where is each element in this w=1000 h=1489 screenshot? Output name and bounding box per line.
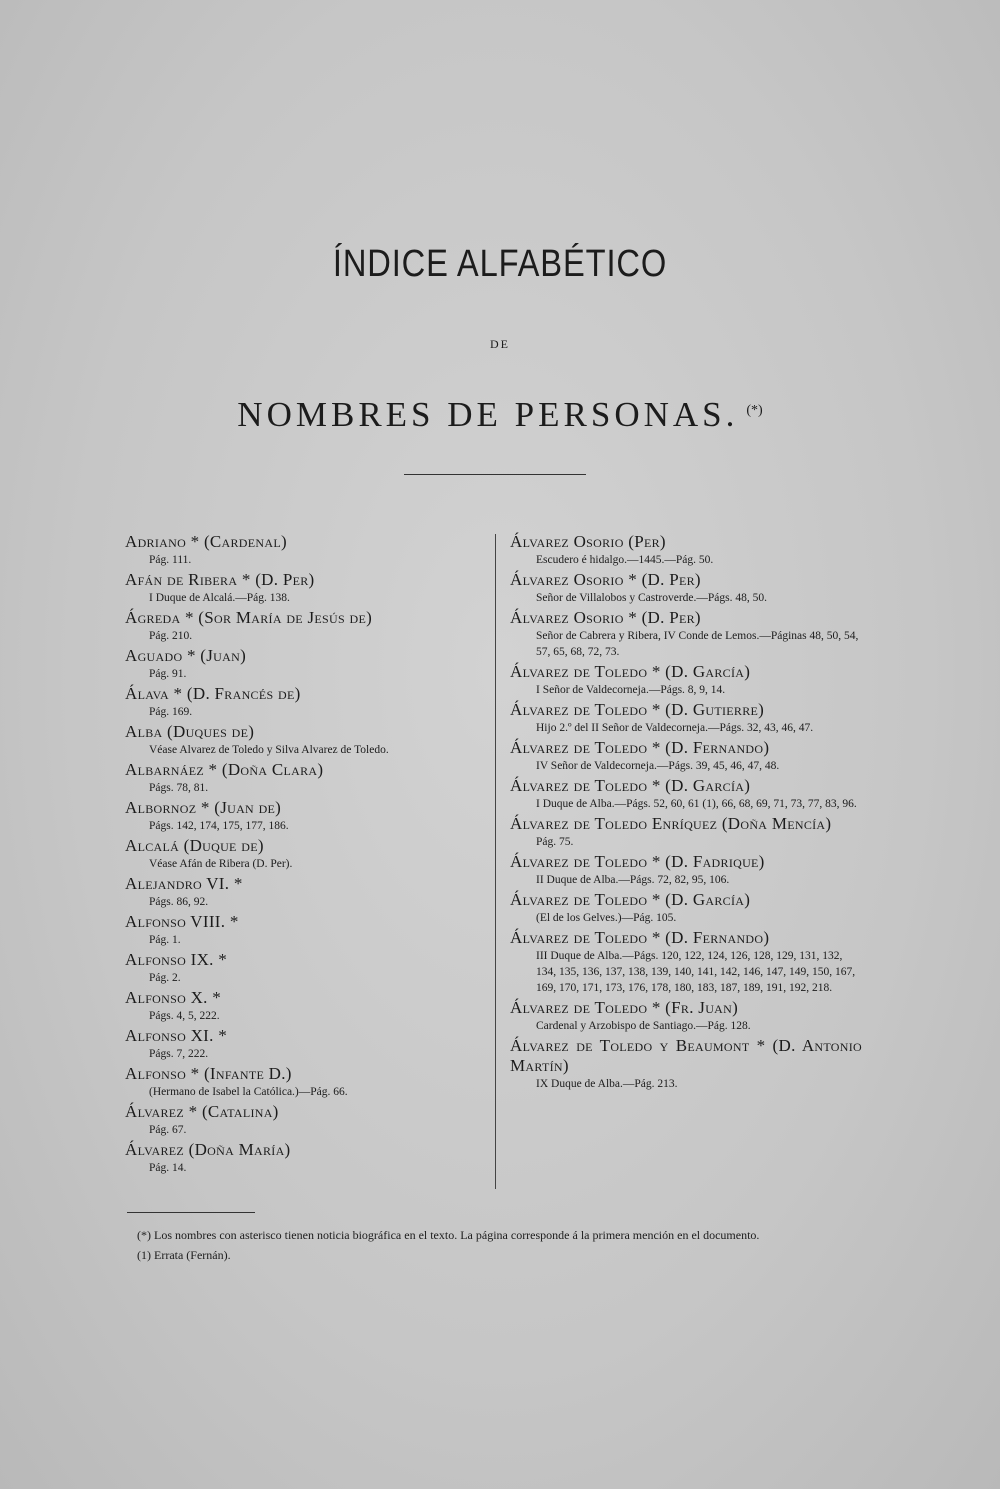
footnote-asterisk: (*) Los nombres con asterisco tienen noticia biográfica en el texto. La página corresponde á la primera mención en el documento. — [137, 1228, 760, 1242]
left-index-entry — [125, 684, 485, 720]
entry-name: Ágreda * (Sor María de Jesús de) — [125, 608, 373, 627]
entry-detail: IX Duque de Alba.—Pág. 213. — [536, 1078, 678, 1090]
right-column — [510, 532, 862, 1094]
entry-detail: I Duque de Alba.—Págs. 52, 60, 61 (1), 66, 68, 69, 71, 73, 77, 83, 96. — [536, 798, 857, 810]
right-index-entry — [510, 532, 862, 568]
entry-name: Álvarez de Toledo Enríquez (Doña Mencía) — [510, 814, 832, 833]
index-subtitle — [0, 395, 1000, 435]
entry-name: Alfonso VIII. * — [125, 912, 239, 931]
right-index-entry — [510, 608, 862, 660]
entry-detail: Pág. 2. — [149, 972, 181, 984]
entry-detail: Pág. 111. — [149, 554, 192, 566]
entry-name: Afán de Ribera * (D. Per) — [125, 570, 315, 589]
entry-name: Alfonso * (Infante D.) — [125, 1064, 292, 1083]
entry-detail: Págs. 142, 174, 175, 177, 186. — [149, 820, 289, 832]
entry-name: Aguado * (Juan) — [125, 646, 247, 665]
left-index-entry — [125, 570, 485, 606]
left-index-entry — [125, 532, 485, 568]
entry-name: Alejandro VI. * — [125, 874, 243, 893]
entry-name: Alba (Duques de) — [125, 722, 255, 741]
entry-name: Alfonso XI. * — [125, 1026, 228, 1045]
right-index-entry — [510, 662, 862, 698]
column-divider — [495, 534, 496, 1189]
right-index-entry — [510, 852, 862, 888]
entry-name: Álvarez (Doña María) — [125, 1140, 291, 1159]
entry-name: Alfonso X. * — [125, 988, 222, 1007]
footnote-one: (1) Errata (Fernán). — [137, 1248, 231, 1262]
entry-name: Álvarez de Toledo * (D. García) — [510, 776, 751, 795]
entry-detail: Pág. 14. — [149, 1162, 187, 1174]
left-index-entry — [125, 798, 485, 834]
entry-name: Álvarez Osorio * (D. Per) — [510, 608, 701, 627]
left-index-entry — [125, 722, 485, 758]
right-index-entry — [510, 570, 862, 606]
entry-detail: II Duque de Alba.—Págs. 72, 82, 95, 106. — [536, 874, 730, 886]
subtitle-footnote-mark: (*) — [746, 403, 763, 418]
entry-detail: Pág. 75. — [536, 836, 574, 848]
right-index-entry — [510, 928, 862, 996]
left-index-entry — [125, 1140, 485, 1176]
entry-detail: Págs. 4, 5, 222. — [149, 1010, 220, 1022]
title-connector: DE — [490, 337, 510, 351]
left-index-entry — [125, 760, 485, 796]
left-index-entry — [125, 950, 485, 986]
entry-name: Álvarez Osorio * (D. Per) — [510, 570, 701, 589]
entry-detail: Pág. 210. — [149, 630, 193, 642]
left-index-entry — [125, 1064, 485, 1100]
left-index-entry — [125, 608, 485, 644]
entry-name: Álvarez de Toledo * (D. Fernando) — [510, 738, 770, 757]
entry-detail: Cardenal y Arzobispo de Santiago.—Pág. 128. — [536, 1020, 751, 1032]
footnotes — [125, 1227, 865, 1263]
entry-name: Albarnáez * (Doña Clara) — [125, 760, 324, 779]
entry-name: Alcalá (Duque de) — [125, 836, 264, 855]
left-index-entry — [125, 646, 485, 682]
entry-name: Álvarez de Toledo * (D. García) — [510, 662, 751, 681]
entry-name: Adriano * (Cardenal) — [125, 532, 287, 551]
footnote-rule — [127, 1212, 255, 1213]
right-index-entry — [510, 700, 862, 736]
entry-name: Álvarez de Toledo y Beaumont * (D. Antonio Martín) — [510, 1036, 862, 1075]
left-index-entry — [125, 1026, 485, 1062]
entry-detail: Págs. 86, 92. — [149, 896, 209, 908]
right-index-entry — [510, 776, 862, 812]
left-index-entry — [125, 874, 485, 910]
entry-detail: Escudero é hidalgo.—1445.—Pág. 50. — [536, 554, 714, 566]
index-title: ÍNDICE ALFABÉTICO — [332, 243, 668, 285]
left-index-entry — [125, 836, 485, 872]
left-column — [125, 532, 485, 1178]
entry-detail: Págs. 7, 222. — [149, 1048, 209, 1060]
entry-detail: Señor de Cabrera y Ribera, IV Conde de Lemos.—Páginas 48, 50, 54, 57, 65, 68, 72, 73. — [536, 630, 859, 658]
entry-detail: Pág. 67. — [149, 1124, 187, 1136]
entry-detail: (Hermano de Isabel la Católica.)—Pág. 66. — [149, 1086, 348, 1098]
entry-detail: IV Señor de Valdecorneja.—Págs. 39, 45, 46, 47, 48. — [536, 760, 780, 772]
right-index-entry — [510, 998, 862, 1034]
entry-name: Álava * (D. Francés de) — [125, 684, 301, 703]
entry-name: Álvarez de Toledo * (D. García) — [510, 890, 751, 909]
entry-detail: Pág. 91. — [149, 668, 187, 680]
entry-name: Álvarez de Toledo * (Fr. Juan) — [510, 998, 739, 1017]
right-index-entry — [510, 1036, 862, 1092]
right-index-entry — [510, 814, 862, 850]
entry-name: Alfonso IX. * — [125, 950, 228, 969]
entry-name: Albornoz * (Juan de) — [125, 798, 282, 817]
entry-name: Álvarez * (Catalina) — [125, 1102, 279, 1121]
entry-detail: Véase Alvarez de Toledo y Silva Alvarez de Toledo. — [149, 744, 389, 756]
entry-detail: I Señor de Valdecorneja.—Págs. 8, 9, 14. — [536, 684, 726, 696]
entry-detail: Señor de Villalobos y Castroverde.—Págs. 48, 50. — [536, 592, 767, 604]
left-index-entry — [125, 988, 485, 1024]
title-rule — [404, 474, 586, 475]
entry-name: Álvarez de Toledo * (D. Fadrique) — [510, 852, 765, 871]
right-index-entry — [510, 890, 862, 926]
entry-detail: Pág. 1. — [149, 934, 181, 946]
entry-detail: (El de los Gelves.)—Pág. 105. — [536, 912, 677, 924]
right-index-entry — [510, 738, 862, 774]
entry-detail: I Duque de Alcalá.—Pág. 138. — [149, 592, 290, 604]
entry-detail: Pág. 169. — [149, 706, 193, 718]
left-index-entry — [125, 1102, 485, 1138]
entry-name: Álvarez Osorio (Per) — [510, 532, 666, 551]
entry-name: Álvarez de Toledo * (D. Fernando) — [510, 928, 770, 947]
entry-detail: Págs. 78, 81. — [149, 782, 209, 794]
entry-detail: Hijo 2.º del II Señor de Valdecorneja.—Págs. 32, 43, 46, 47. — [536, 722, 814, 734]
entry-name: Álvarez de Toledo * (D. Gutierre) — [510, 700, 765, 719]
entry-detail: III Duque de Alba.—Págs. 120, 122, 124, 126, 128, 129, 131, 132, 134, 135, 136, 137, 138, 139, 140, 141, 142, 146, 147, 149, 150, 167, 169, 170, 171, 173, 176, 178, 180, 183, 187, 189, 191, 192, 218. — [536, 950, 856, 994]
subtitle-text: NOMBRES DE PERSONAS. — [237, 395, 739, 434]
entry-detail: Véase Afán de Ribera (D. Per). — [149, 858, 293, 870]
left-index-entry — [125, 912, 485, 948]
